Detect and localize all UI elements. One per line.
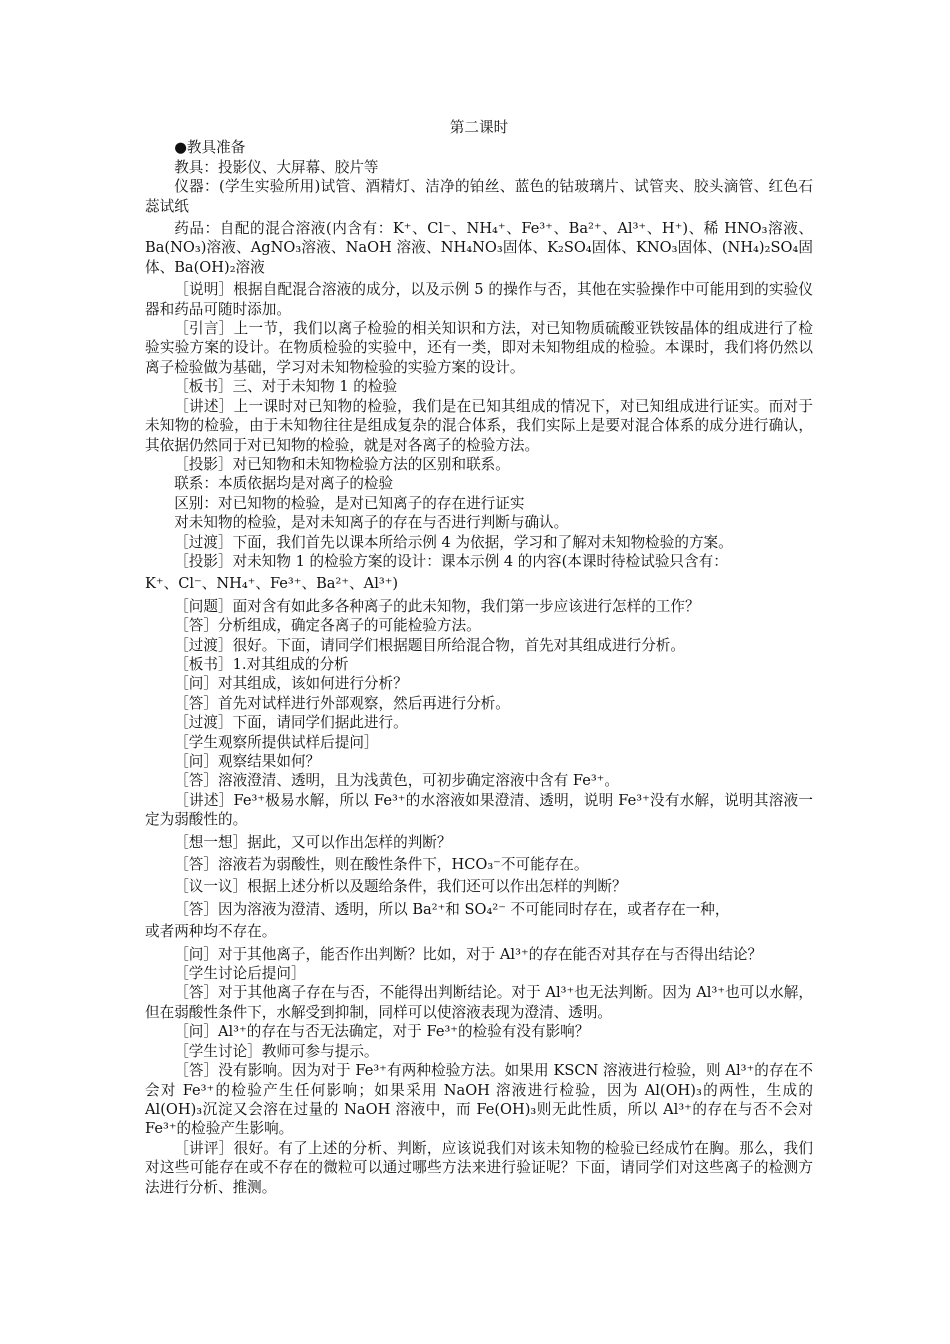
text-line-23: ［学生观察所提供试样后提问］ bbox=[174, 733, 379, 751]
text-line-14: ［投影］对未知物 1 的检验方案的设计：课本示例 4 的内容(本课时待检试验只含有： bbox=[174, 552, 728, 570]
text-line-17: ［答］分析组成，确定各离子的可能检验方法。 bbox=[174, 617, 481, 635]
text-line-12: 对未知物的检验，是对未知离子的存在与否进行判断与确认。 bbox=[174, 514, 569, 532]
text-line-9: ［投影］对已知物和未知物检验方法的区别和联系。 bbox=[174, 455, 510, 473]
text-line-20: ［问］对其组成，该如何进行分析？ bbox=[174, 675, 408, 693]
text-line-31: 或者两种均不存在。 bbox=[145, 923, 277, 941]
text-line-35: ［问］Al³⁺的存在与否无法确定，对于 Fe³⁺的检验有没有影响？ bbox=[174, 1023, 590, 1041]
text-line-28: ［答］溶液若为弱酸性，则在酸性条件下，HCO₃⁻不可能存在。 bbox=[174, 856, 589, 874]
text-line-4: 药品：自配的混合溶液(内含有：K⁺、Cl⁻、NH₄⁺、Fe³⁺、Ba²⁺、Al³⁺、H⁺)、稀 HNO₃溶液、Ba(NO₃)溶液、AgNO₃溶液、NaOH 溶液、NH₄NO₃固体、K₂SO₄固体、KNO₃固体、(NH₄)₂SO₄固体、Ba(OH)₂溶液 bbox=[145, 220, 813, 276]
text-line-11: 区别：对已知物的检验，是对已知离子的存在进行证实 bbox=[174, 494, 525, 512]
text-line-34: ［答］对于其他离子存在与否，不能得出判断结论。对于 Al³⁺也无法判断。因为 Al³⁺也可以水解，但在弱酸性条件下，水解受到抑制，同样可以使溶液表现为澄清、透明。 bbox=[145, 984, 813, 1021]
text-line-32: ［问］对于其他离子，能否作出判断？比如，对于 Al³⁺的存在能否对其存在与否得出结论？ bbox=[174, 945, 763, 963]
text-line-6: ［引言］上一节，我们以离子检验的相关知识和方法，对已知物质硫酸亚铁铵晶体的组成进行了检验实验方案的设计。在物质检验的实验中，还有一类，即对未知物组成的检验。本课时，我们将仍然以离子检验做为基础，学习对未知物检验的实验方案的设计。 bbox=[145, 320, 813, 376]
text-line-37: ［答］没有影响。因为对于 Fe³⁺有两种检验方法。如果用 KSCN 溶液进行检验，则 Al³⁺的存在不会对 Fe³⁺的检验产生任何影响；如果采用 NaOH 溶液进行检验，因为 Al(OH)₃的两性，生成的 Al(OH)₃沉淀又会溶在过量的 NaOH 溶液中，而 Fe(OH)₃则无此性质，所以 Al³⁺的存在与否不会对 Fe³⁺的检验产生影响。 bbox=[145, 1062, 813, 1138]
text-line-15: K⁺、Cl⁻、NH₄⁺、Fe³⁺、Ba²⁺、Al³⁺) bbox=[145, 575, 399, 593]
text-line-8: ［讲述］上一课时对已知物的检验，我们是在已知其组成的情况下，对已知组成进行证实。而对于未知物的检验，由于未知物往往是组成复杂的混合体系，我们实际上是要对混合体系的成分进行确认，其依据仍然同于对已知物的检验，就是对各离子的检验方法。 bbox=[145, 397, 813, 454]
text-line-13: ［过渡］下面，我们首先以课本所给示例 4 为依据，学习和了解对未知物检验的方案。 bbox=[174, 533, 733, 551]
text-line-27: ［想一想］据此，又可以作出怎样的判断？ bbox=[174, 833, 452, 851]
text-line-26: ［讲述］Fe³⁺极易水解，所以 Fe³⁺的水溶液如果澄清、透明，说明 Fe³⁺没有水解，说明其溶液一定为弱酸性的。 bbox=[145, 791, 813, 829]
text-line-22: ［过渡］下面，请同学们据此进行。 bbox=[174, 714, 408, 732]
text-line-16: ［问题］面对含有如此多各种离子的此未知物，我们第一步应该进行怎样的工作？ bbox=[174, 597, 700, 615]
text-line-2: 教具：投影仪、大屏幕、胶片等 bbox=[174, 158, 379, 176]
text-line-18: ［过渡］很好。下面，请同学们根据题目所给混合物，首先对其组成进行分析。 bbox=[174, 636, 685, 654]
text-line-29: ［议一议］根据上述分析以及题给条件，我们还可以作出怎样的判断？ bbox=[174, 878, 627, 896]
text-line-24: ［问］观察结果如何？ bbox=[174, 753, 321, 770]
text-line-1: ●教具准备 bbox=[174, 139, 246, 157]
text-line-30: ［答］因为溶液为澄清、透明，所以 Ba²⁺和 SO₄²⁻ 不可能同时存在，或者存在一种， bbox=[174, 900, 730, 918]
text-line-5: ［说明］根据自配混合溶液的成分，以及示例 5 的操作与否，其他在实验操作中可能用到的实验仪器和药品可随时添加。 bbox=[145, 281, 813, 318]
text-line-25: ［答］溶液澄清、透明，且为浅黄色，可初步确定溶液中含有 Fe³⁺。 bbox=[174, 772, 619, 790]
document-page bbox=[145, 118, 813, 1197]
text-line-36: ［学生讨论］教师可参与提示。 bbox=[174, 1042, 379, 1060]
text-line-7: ［板书］三、对于未知物 1 的检验 bbox=[174, 378, 398, 396]
text-line-33: ［学生讨论后提问］ bbox=[174, 965, 306, 983]
text-line-3: 仪器：(学生实验所用)试管、酒精灯、洁净的铂丝、蓝色的钴玻璃片、试管夹、胶头滴管、红色石蕊试纸 bbox=[145, 178, 813, 215]
text-line-38: ［讲评］很好。有了上述的分析、判断，应该说我们对该未知物的检验已经成竹在胸。那么，我们对这些可能存在或不存在的微粒可以通过哪些方法来进行验证呢？下面，请同学们对这些离子的检测方法进行分析、推测。 bbox=[145, 1139, 813, 1196]
text-line-21: ［答］首先对试样进行外部观察，然后再进行分析。 bbox=[174, 694, 510, 712]
lesson-title: 第二课时 bbox=[449, 119, 509, 136]
text-line-10: 联系：本质依据均是对离子的检验 bbox=[174, 475, 394, 493]
text-line-19: ［板书］1.对其组成的分析 bbox=[174, 655, 349, 673]
